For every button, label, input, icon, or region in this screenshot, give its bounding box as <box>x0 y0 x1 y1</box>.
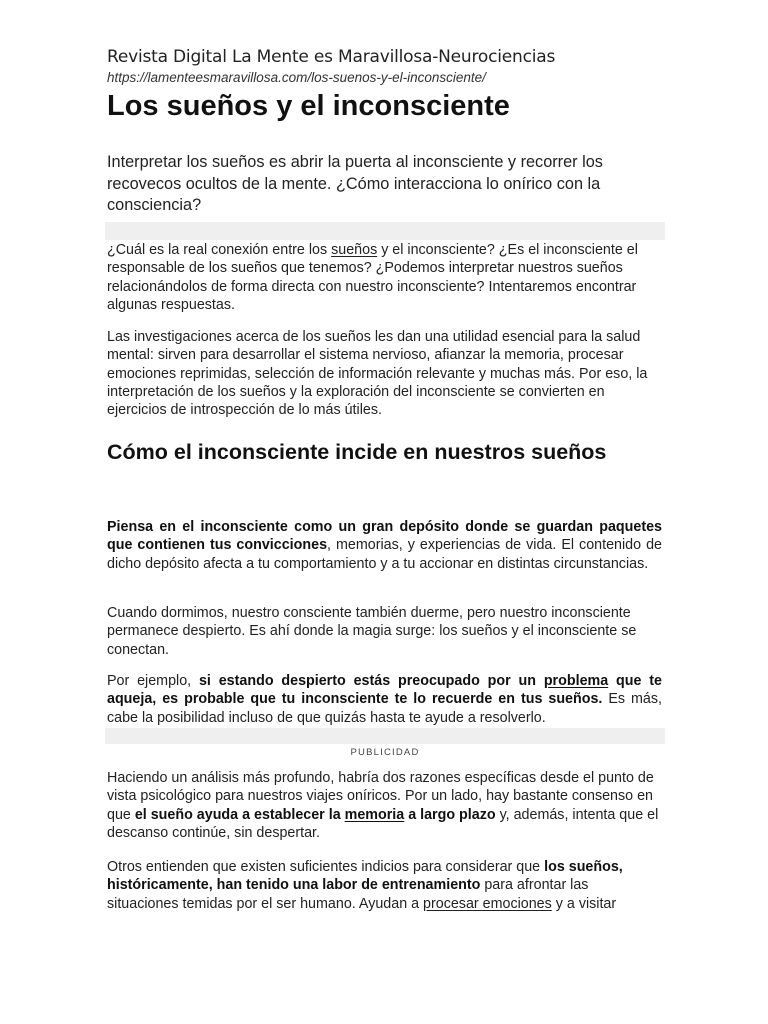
paragraph-training <box>107 858 662 913</box>
paragraph-analysis <box>107 769 662 842</box>
p5-rest: Es más, cabe la posibilidad incluso de que quizás hasta te ayude a resolverlo. <box>107 691 662 726</box>
p6-bold-2: a largo plazo <box>404 806 496 823</box>
p1-text-b: y el inconsciente? ¿Es el inconsciente el responsable de los sueños que tenemos? ¿Podemos interpretar nuestros sueños relacionándolos de forma directa con nuestro inconsciente? Intentaremos encontrar algunas respuestas. <box>107 242 638 313</box>
link-memoria[interactable]: memoria <box>344 806 405 823</box>
paragraph-example <box>107 672 662 727</box>
p6-rest: y, además, intenta que el descanso continúe, sin despertar. <box>107 806 659 841</box>
paragraph-deposit <box>107 518 662 573</box>
section-heading: Cómo el inconsciente incide en nuestros sueños <box>107 440 607 464</box>
paragraph-intro <box>107 241 662 314</box>
site-url: https://lamenteesmaravillosa.com/los-suenos-y-el-inconsciente/ <box>107 70 486 85</box>
article-subtitle: Interpretar los sueños es abrir la puerta al inconsciente y recorrer los recovecos ocultos de la mente. ¿Cómo interacciona lo onírico con la consciencia? <box>107 153 603 214</box>
article-title: Los sueños y el inconsciente <box>107 90 510 122</box>
paragraph-research: Las investigaciones acerca de los sueños les dan una utilidad esencial para la salud mental: sirven para desarrollar el sistema nervioso, afianzar la memoria, procesar emociones reprimidas, selección de información relevante y muchas más. Por eso, la interpretación de los sueños y la exploración del inconsciente se convierten en ejercicios de introspección de lo más útiles. <box>107 329 648 419</box>
p7-text-c: y a visitar <box>551 895 617 912</box>
p3-bold: Piensa en el inconsciente como un gran depósito donde se guardan paquetes que contienen tus convicciones <box>107 519 662 554</box>
p1-text-a: ¿Cuál es la real conexión entre los <box>107 242 332 258</box>
p3-rest: , memorias, y experiencias de vida. El contenido de dicho depósito afecta a tu comportamiento y a tu accionar en distintas circunstancias. <box>107 537 662 572</box>
p7-text-a: Otros entienden que existen suficientes indicios para considerar que <box>107 859 545 875</box>
p5-text-a: Por ejemplo, <box>107 673 199 689</box>
p6-text-a: Haciendo un análisis más profundo, habría dos razones específicas desde el punto de vista psicológico para nuestros viajes oníricos. Por un lado, hay bastante consenso en que <box>107 770 654 823</box>
ad-label: PUBLICIDAD <box>350 747 420 758</box>
p7-bold: los sueños, históricamente, han tenido una labor de entrenamiento <box>107 859 623 894</box>
link-suenos[interactable]: sueños <box>331 242 378 258</box>
gray-band-ad <box>105 728 665 744</box>
p5-bold-1: si estando despierto estás preocupado por un <box>198 673 544 689</box>
gray-band-top <box>105 222 665 240</box>
p7-text-b: para afrontar las situaciones temidas por el ser humano. Ayudan a <box>107 877 589 912</box>
p6-bold-1: el sueño ayuda a establecer la <box>134 806 345 823</box>
paragraph-sleep: Cuando dormimos, nuestro consciente también duerme, pero nuestro inconsciente permanece despierto. Es ahí donde la magia surge: los sueños y el inconsciente se conectan. <box>107 605 637 658</box>
p5-bold-2: que te aqueja, es probable que tu inconsciente te lo recuerde en tus sueños. <box>107 673 662 708</box>
site-title: Revista Digital La Mente es Maravillosa-Neurociencias <box>107 47 556 67</box>
link-procesar-emociones[interactable]: procesar emociones <box>423 895 552 912</box>
link-problema[interactable]: problema <box>543 673 609 689</box>
